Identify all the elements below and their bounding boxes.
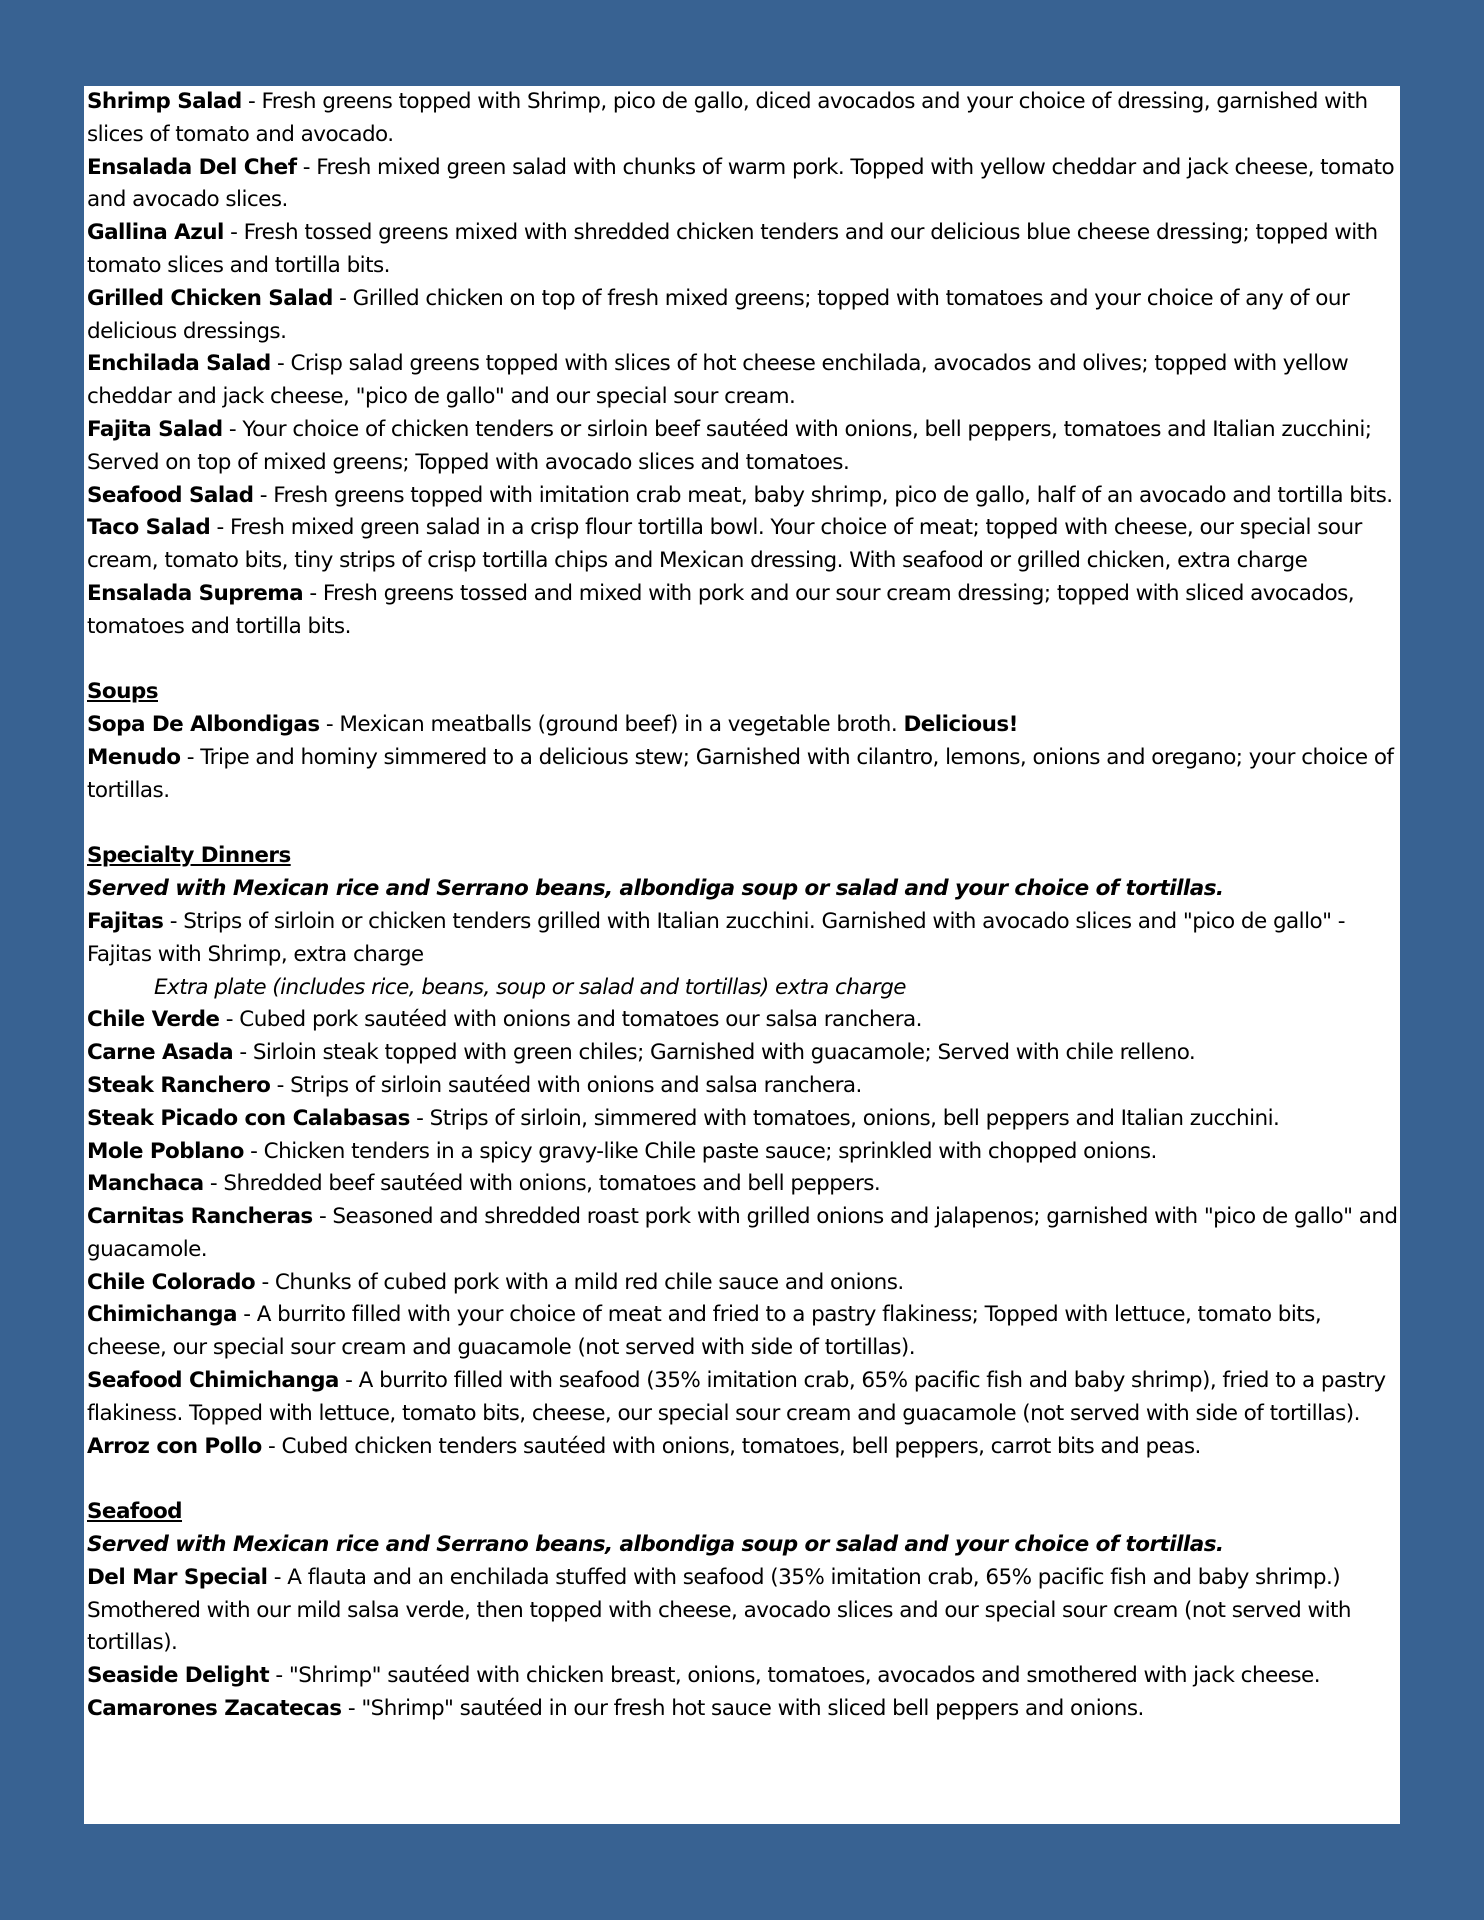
- dish-description: - A burrito filled with seafood (35% imitation crab, 65% pacific fish and baby shrimp), fried to a pastry flakiness. Topped with lettuce, tomato bits, cheese, our special sour cream and guacamole (not served with side of tortillas).: [87, 1368, 1386, 1426]
- dish-name: Seaside Delight: [87, 1663, 270, 1689]
- menu-item: [87, 414, 1398, 480]
- dish-name: Ensalada Suprema: [87, 580, 304, 606]
- dish-name: Fajitas: [87, 908, 164, 934]
- dish-name: Gallina Azul: [87, 220, 224, 246]
- dish-description: - Fresh mixed green salad with chunks of warm pork. Topped with yellow cheddar and jack cheese, tomato and avocado slices.: [87, 154, 1395, 213]
- section-title-seafood: Seafood: [87, 1499, 183, 1525]
- menu-item: [87, 1201, 1398, 1267]
- menu-item: [87, 1136, 1398, 1169]
- dish-name: Grilled Chicken Salad: [87, 285, 333, 311]
- menu-item: [87, 1267, 1398, 1300]
- dish-name: Sopa De Albondigas: [87, 712, 320, 738]
- dish-description: - Strips of sirloin, simmered with tomatoes, onions, bell peppers and Italian zucchini.: [409, 1105, 1280, 1131]
- dish-name: Enchilada Salad: [87, 351, 271, 377]
- menu-item: [87, 742, 1398, 808]
- menu-item: [87, 578, 1398, 644]
- menu-item: [87, 1004, 1398, 1037]
- dish-name: Shrimp Salad: [87, 89, 242, 114]
- menu-item: [87, 348, 1398, 414]
- menu-item: [87, 906, 1398, 972]
- section-note: Served with Mexican rice and Serrano beans, albondiga soup or salad and your choice of tortillas.: [87, 1532, 1224, 1558]
- dish-description: - Crisp salad greens topped with slices of hot cheese enchilada, avocados and olives; topped with yellow cheddar and jack cheese, "pico de gallo" and our special sour cream.: [87, 351, 1349, 410]
- dish-name: Ensalada Del Chef: [87, 154, 297, 180]
- dish-name: Chile Verde: [87, 1007, 220, 1033]
- menu-item: [87, 709, 1398, 742]
- dish-name: Seafood Salad: [87, 482, 254, 508]
- dish-description: - A flauta and an enchilada stuffed with seafood (35% imitation crab, 65% pacific fish and baby shrimp.) Smothered with our mild salsa verde, then topped with cheese, avocado slices and our special sour cream (not served with tortillas).: [87, 1564, 1351, 1656]
- menu-page: [84, 86, 1400, 1824]
- menu-item: [87, 152, 1398, 218]
- spacer: [87, 808, 1398, 841]
- dish-name: Seafood Chimichanga: [87, 1368, 339, 1394]
- dish-name: Arroz con Pollo: [87, 1433, 262, 1459]
- dish-name: Steak Ranchero: [87, 1072, 271, 1098]
- menu-item: [87, 1562, 1398, 1660]
- menu-item: [87, 1037, 1398, 1070]
- dish-description: - "Shrimp" sautéed in our fresh hot sauce with sliced bell peppers and onions.: [341, 1696, 1144, 1722]
- dish-description: - Your choice of chicken tenders or sirloin beef sautéed with onions, bell peppers, tomatoes and Italian zucchini; Served on top of mixed greens; Topped with avocado slices and tomatoes.: [87, 416, 1372, 475]
- menu-item: [87, 1660, 1398, 1693]
- menu-item: [87, 1103, 1398, 1136]
- dish-name: Menudo: [87, 744, 181, 770]
- dish-description: - Chicken tenders in a spicy gravy-like Chile paste sauce; sprinkled with chopped onions.: [243, 1138, 1157, 1164]
- menu-item: [87, 1365, 1398, 1431]
- dish-name: Manchaca: [87, 1171, 204, 1197]
- dish-description: - Cubed pork sautéed with onions and tomatoes our salsa ranchera.: [219, 1007, 922, 1033]
- spacer: [87, 644, 1398, 677]
- dish-name: Camarones Zacatecas: [87, 1696, 342, 1722]
- dish-description: - Strips of sirloin sautéed with onions and salsa ranchera.: [270, 1072, 862, 1098]
- menu-item: [87, 1070, 1398, 1103]
- menu-item: [87, 1431, 1398, 1464]
- dish-description: - A burrito filled with your choice of meat and fried to a pastry flakiness; Topped with lettuce, tomato bits, cheese, our special sour cream and guacamole (not served with side of tortillas).: [87, 1302, 1322, 1361]
- dish-description: - Fresh tossed greens mixed with shredded chicken tenders and our delicious blue cheese dressing; topped with tomato slices and tortilla bits.: [87, 220, 1378, 278]
- dish-description: - Sirloin steak topped with green chiles; Garnished with guacamole; Served with chile relleno.: [233, 1040, 1196, 1066]
- dish-description: - Fresh greens tossed and mixed with pork and our sour cream dressing; topped with sliced avocados, tomatoes and tortilla bits.: [87, 580, 1355, 639]
- dish-name: Carne Asada: [87, 1040, 234, 1066]
- dish-name: Taco Salad: [87, 515, 211, 541]
- dish-description: - Strips of sirloin or chicken tenders grilled with Italian zucchini. Garnished with avocado slices and "pico de gallo" - Fajitas with Shrimp, extra charge: [87, 908, 1345, 967]
- extra-plate-note: Extra plate (includes rice, beans, soup or salad and tortillas) extra charge: [154, 974, 906, 1000]
- dish-name: Chimichanga: [87, 1302, 237, 1328]
- dish-name: Chile Colorado: [87, 1269, 256, 1295]
- section-title-soups: Soups: [87, 679, 158, 705]
- dish-description: - Mexican meatballs (ground beef) in a vegetable broth.: [319, 712, 904, 738]
- dish-description: - Tripe and hominy simmered to a delicious stew; Garnished with cilantro, lemons, onions and oregano; your choice of tortillas.: [87, 744, 1394, 803]
- menu-item: [87, 217, 1398, 283]
- menu-item: [87, 86, 1398, 152]
- dish-description: - Fresh greens topped with Shrimp, pico de gallo, diced avocados and your choice of dressing, garnished with slices of tomato and avocado.: [87, 89, 1368, 147]
- dish-name: Carnitas Rancheras: [87, 1204, 313, 1230]
- dish-description: - Fresh greens topped with imitation crab meat, baby shrimp, pico de gallo, half of an avocado and tortilla bits.: [253, 482, 1393, 508]
- dish-description: - Grilled chicken on top of fresh mixed greens; topped with tomatoes and your choice of any of our delicious dressings.: [87, 285, 1350, 344]
- menu-item: [87, 283, 1398, 349]
- dish-description: - Fresh mixed green salad in a crisp flour tortilla bowl. Your choice of meat; topped with cheese, our special sour cream, tomato bits, tiny strips of crisp tortilla chips and Mexican dressing. With seafood or grilled chicken, extra charge: [87, 515, 1362, 574]
- menu-item: [87, 1693, 1398, 1726]
- dish-description: - "Shrimp" sautéed with chicken breast, onions, tomatoes, avocados and smothered with jack cheese.: [269, 1663, 1320, 1689]
- dish-description: - Chunks of cubed pork with a mild red chile sauce and onions.: [255, 1269, 904, 1295]
- spacer: [87, 1463, 1398, 1496]
- section-title-specialty-dinners: Specialty Dinners: [87, 843, 291, 869]
- menu-item: [87, 480, 1398, 513]
- dish-name: Steak Picado con Calabasas: [87, 1105, 410, 1131]
- dish-description: - Cubed chicken tenders sautéed with onions, tomatoes, bell peppers, carrot bits and peas.: [261, 1433, 1201, 1459]
- section-note: Served with Mexican rice and Serrano beans, albondiga soup or salad and your choice of tortillas.: [87, 876, 1224, 902]
- menu-item: [87, 1168, 1398, 1201]
- dish-name: Mole Poblano: [87, 1138, 244, 1164]
- emphasis-text: Delicious!: [903, 712, 1018, 738]
- dish-name: Fajita Salad: [87, 416, 223, 442]
- dish-description: - Shredded beef sautéed with onions, tomatoes and bell peppers.: [203, 1171, 881, 1197]
- menu-item: [87, 1299, 1398, 1365]
- menu-item: [87, 512, 1398, 578]
- dish-name: Del Mar Special: [87, 1564, 268, 1590]
- dish-description: - Seasoned and shredded roast pork with grilled onions and jalapenos; garnished with "pico de gallo" and guacamole.: [87, 1204, 1398, 1262]
